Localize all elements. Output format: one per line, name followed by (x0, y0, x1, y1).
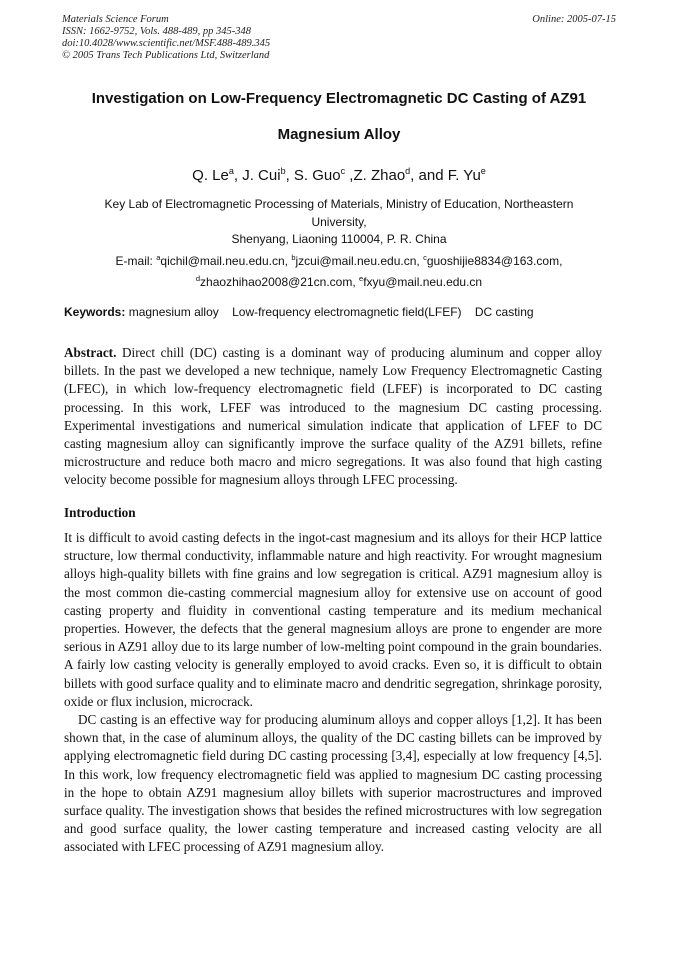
abstract (64, 344, 602, 490)
author-affil-mark: d (405, 166, 411, 176)
journal-header (62, 14, 616, 62)
email-mark: e (359, 274, 364, 283)
email-separator: , (416, 253, 424, 268)
email-address[interactable]: fxyu@mail.neu.edu.cn (363, 275, 483, 289)
author-separator: , and (410, 167, 448, 184)
author-separator: , (345, 167, 354, 184)
paper-title-line1: Investigation on Low-Frequency Electromagnetic DC Casting of AZ91 (91, 90, 587, 107)
email-separator: , (352, 275, 360, 289)
journal-copyright: © 2005 Trans Tech Publications Ltd, Switzerland (62, 50, 270, 61)
affiliation (60, 196, 618, 292)
keywords (64, 305, 544, 319)
email-mark: c (423, 252, 427, 262)
email-address[interactable]: zhaozhihao2008@21cn.com (200, 275, 353, 289)
affiliation-line1: Key Lab of Electromagnetic Processing of Materials, Ministry of Education, Northeastern (104, 197, 574, 211)
email-mark: d (195, 274, 201, 283)
email-list (60, 249, 618, 271)
author-name: J. Cui (242, 167, 281, 184)
keywords-label: Keywords: (64, 305, 126, 319)
author-name: Z. Zhao (353, 167, 406, 184)
author-affil-mark: a (228, 166, 234, 176)
author-separator: , (233, 167, 243, 184)
paper-title-line2: Magnesium Alloy (277, 126, 401, 143)
introduction-paragraph-1: It is difficult to avoid casting defects in the ingot-cast magnesium and its alloys for their HCP lattice structure, low thermal conductivity, inflammable nature and high reactivity. For wrought magnesium alloys high-quality billets with fine grains and low segregation is critical. AZ91 magnesium alloy is the most common die-casting commercial magnesium alloy for extensive use on account of good casting property and fluidity in conventional casting temperature and its medium mechanical properties. However, the defects that the general magnesium alloys are prone to engender are more serious in AZ91 alloy due to its large number of low-melting point compound in the grain boundaries. A fairly low casting velocity is generally employed to avoid cracks. Even so, it is difficult to obtain billets with good surface quality and to eliminate macro and dendritic segregation, shrinkage porosity, oxide or flux inclusion, microcrack. (64, 530, 602, 709)
email-separator: , (559, 253, 563, 268)
introduction-paragraph-2: DC casting is an effective way for producing aluminum alloys and copper alloys [1,2]. It has been shown that, in the case of aluminum alloys, the quality of the DC casting billets can be improved by applying electromagnetic field during DC casting processing [3,4], especially at low frequency [4,5]. In this work, low frequency electromagnetic field was applied to magnesium DC casting processing in the hope to obtain AZ91 magnesium alloy billets with superior macrostructures and improved surface quality. The investigation shows that besides the refined microstructures with low segregation and good surface quality, the lower casting temperature and increased casting velocity are all associated with LFEC processing of AZ91 magnesium alloy. (64, 712, 602, 855)
author-affil-mark: c (340, 166, 346, 176)
section-heading-introduction: Introduction (64, 505, 136, 520)
journal-issn: ISSN: 1662-9752, Vols. 488-489, pp 345-348 (62, 26, 251, 37)
author-name: S. Guo (293, 167, 341, 184)
journal-name: Materials Science Forum (62, 14, 169, 25)
author-name: Q. Le (192, 167, 229, 184)
email-mark: a (156, 252, 161, 262)
email-address[interactable]: guoshijie8834@163.com (426, 253, 560, 268)
journal-doi: doi:10.4028/www.scientific.net/MSF.488-489.345 (62, 38, 271, 49)
email-address[interactable]: qichil@mail.neu.edu.cn (160, 253, 285, 268)
email-label: E-mail: (115, 253, 157, 268)
abstract-text: Direct chill (DC) casting is a dominant way of producing aluminum and copper alloy billets. In the past we developed a new technique, namely Low Frequency Electromagnetic Casting (LFEC), in which low-frequency electromagnetic field (LFEF) is incorporated to DC casting processing. In this work, LFEF was introduced to the magnesium DC casting processing. Experimental investigations and numerical simulation indicate that application of LFEF to DC casting magnesium alloy can significantly improve the surface quality of the AZ91 billets, refine microstructure and reduce both macro and micro segregations. It was also found that high casting velocity become possible for magnesium alloys through LFEC processing. (64, 345, 602, 488)
email-address[interactable]: jzcui@mail.neu.edu.cn (295, 253, 417, 268)
introduction-body (64, 529, 602, 857)
author-affil-mark: e (480, 166, 486, 176)
author-name: F. Yu (447, 167, 481, 184)
author-separator: , (285, 167, 294, 184)
affiliation-line2: University, (311, 214, 367, 229)
email-mark: b (291, 252, 296, 262)
email-separator: , (284, 253, 292, 268)
author-affil-mark: b (280, 166, 286, 176)
email-list-line2 (60, 270, 618, 292)
online-date: Online: 2005-07-15 (532, 14, 616, 25)
author-list (40, 166, 638, 184)
keyword-item: Low-frequency electromagnetic field(LFEF) (232, 305, 462, 319)
keyword-item: magnesium alloy (128, 305, 219, 319)
keyword-item: DC casting (474, 305, 534, 319)
abstract-label: Abstract. (64, 345, 117, 360)
affiliation-line3: Shenyang, Liaoning 110004, P. R. China (231, 232, 447, 246)
